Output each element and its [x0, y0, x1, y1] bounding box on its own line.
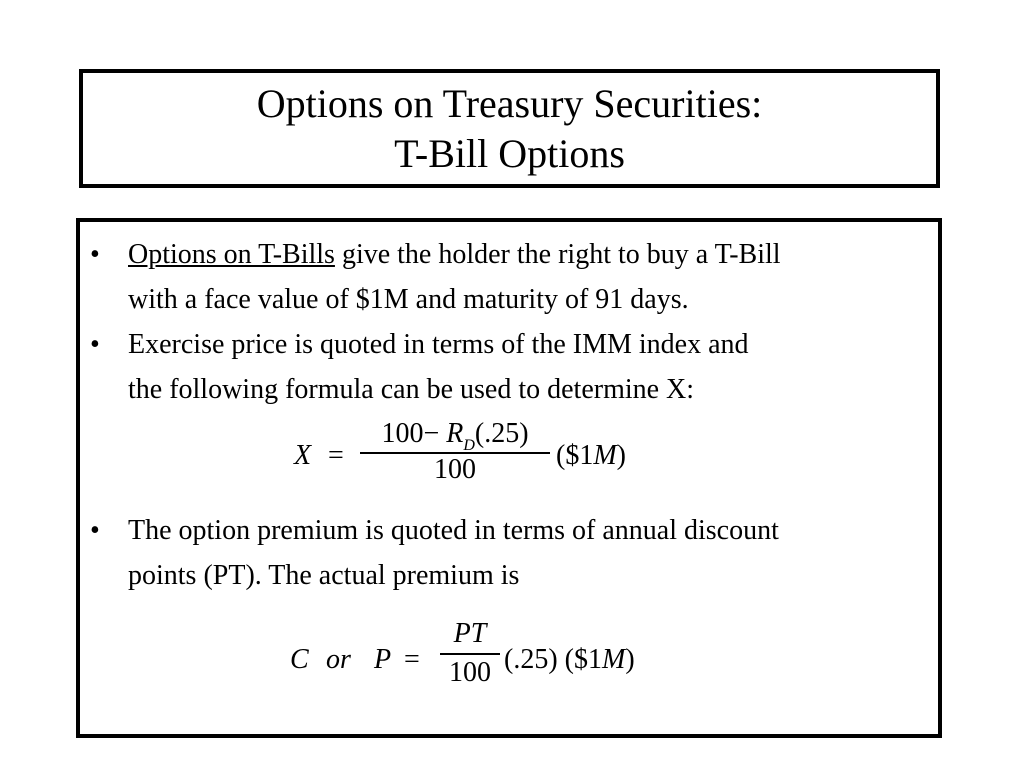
bullet-line: with a face value of $1M and maturity of 91 days. — [128, 284, 689, 315]
slide-body — [76, 218, 942, 738]
bullet-line: The option premium is quoted in terms of annual discount — [128, 515, 779, 546]
fraction-denominator: 100 — [434, 454, 476, 485]
bullet-line: the following formula can be used to determine X: — [128, 374, 695, 405]
formula-tail: ($1M) — [556, 440, 626, 471]
bullet-marker: • — [90, 329, 100, 360]
fraction-denominator: 100 — [449, 657, 491, 688]
fraction-bar — [440, 653, 500, 655]
formula-fraction — [360, 418, 550, 486]
formula-tail: (.25) ($1M) — [504, 644, 635, 675]
formula-fraction — [440, 618, 500, 689]
fraction-numerator: $100- R_D(.25)$ — [381, 418, 529, 454]
underlined-term: Options on T-Bills — [128, 239, 335, 270]
slide-title — [79, 69, 940, 188]
title-line-2: T-Bill Options — [394, 130, 625, 176]
bullet-text: give the holder the right to buy a T-Bill — [334, 239, 781, 270]
formula-equals: = — [404, 644, 420, 675]
bullet-line: points (PT). The actual premium is — [128, 560, 520, 591]
bullet-line: Exercise price is quoted in terms of the IMM index and — [128, 329, 749, 360]
formula-or: or — [326, 644, 351, 675]
bullet-marker: • — [90, 515, 100, 546]
title-line-1: Options on Treasury Securities: — [256, 80, 763, 126]
bullet-marker: • — [90, 239, 100, 270]
formula-c: C — [290, 644, 309, 675]
premium-formula — [290, 614, 690, 704]
fraction-numerator: PT — [453, 618, 487, 649]
formula-x: X — [294, 440, 312, 471]
formula-p: P — [374, 644, 392, 675]
bullet-line — [128, 232, 924, 277]
exercise-price-formula — [294, 418, 674, 498]
formula-equals: = — [328, 440, 344, 471]
